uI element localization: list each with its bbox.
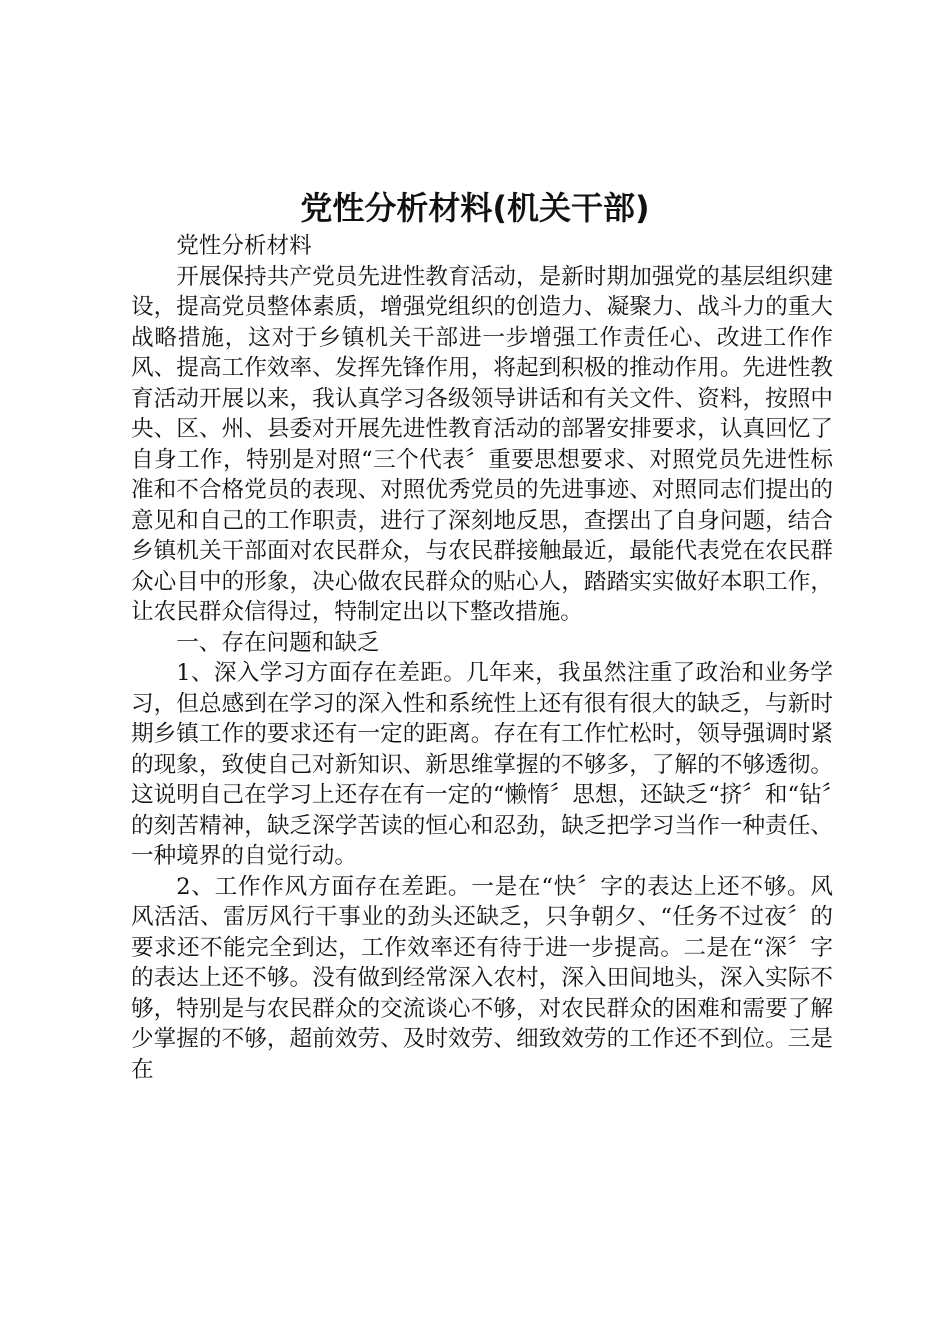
- section-heading: 一、存在问题和缺乏: [176, 629, 380, 656]
- study-gap-paragraph: 1、深入学习方面存在差距。几年来，我虽然注重了政治和业务学习，但总感到在学习的深入性和系统性上还有很有很大的缺乏，与新时期乡镇工作的要求还有一定的距离。存在有工作忙松时，领导强调时紧的现象，致使自己对新知识、新思维掌握的不够多，了解的不够透彻。这说明自己在学习上还存在有一定的“懒惰〞思想，还缺乏“挤〞和“钻〞的刻苦精神，缺乏深学苦读的恒心和忍劲，缺乏把学习当作一种责任、一种境界的自觉行动。: [131, 660, 833, 869]
- intro-paragraph: 开展保持共产党员先进性教育活动，是新时期加强党的基层组织建设，提高党员整体素质，增强党组织的创造力、凝聚力、战斗力的重大战略措施，这对于乡镇机关干部进一步增强工作责任心、改进工作作风、提高工作效率、发挥先锋作用，将起到积极的推动作用。先进性教育活动开展以来，我认真学习各级领导讲话和有关文件、资料，按照中央、区、州、县委对开展先进性教育活动的部署安排要求，认真回忆了自身工作，特别是对照“三个代表〞重要思想要求、对照党员先进性标准和不合格党员的表现、对照优秀党员的先进事迹、对照同志们提出的意见和自己的工作职责，进行了深刻地反思，查摆出了自身问题，结合乡镇机关干部面对农民群众，与农民群接触最近，最能代表党在农民群众心目中的形象，决心做农民群众的贴心人，踏踏实实做好本职工作，让农民群众信得过，特制定出以下整改措施。: [131, 263, 833, 625]
- document-title: 党性分析材料(机关干部): [300, 189, 650, 227]
- document-body: [131, 231, 833, 1085]
- subtitle-paragraph: 党性分析材料: [176, 233, 312, 259]
- work-style-paragraph: 2、工作作风方面存在差距。一是在“快〞字的表达上还不够。风风活活、雷厉风行干事业的劲头还缺乏，只争朝夕、“任务不过夜〞的要求还不能完全到达，工作效率还有待于进一步提高。二是在“深〞字的表达上还不够。没有做到经常深入农村，深入田间地头，深入实际不够，特别是与农民群众的交流谈心不够，对农民群众的困难和需要了解少掌握的不够，超前效劳、及时效劳、细致效劳的工作还不到位。三是在: [131, 873, 833, 1083]
